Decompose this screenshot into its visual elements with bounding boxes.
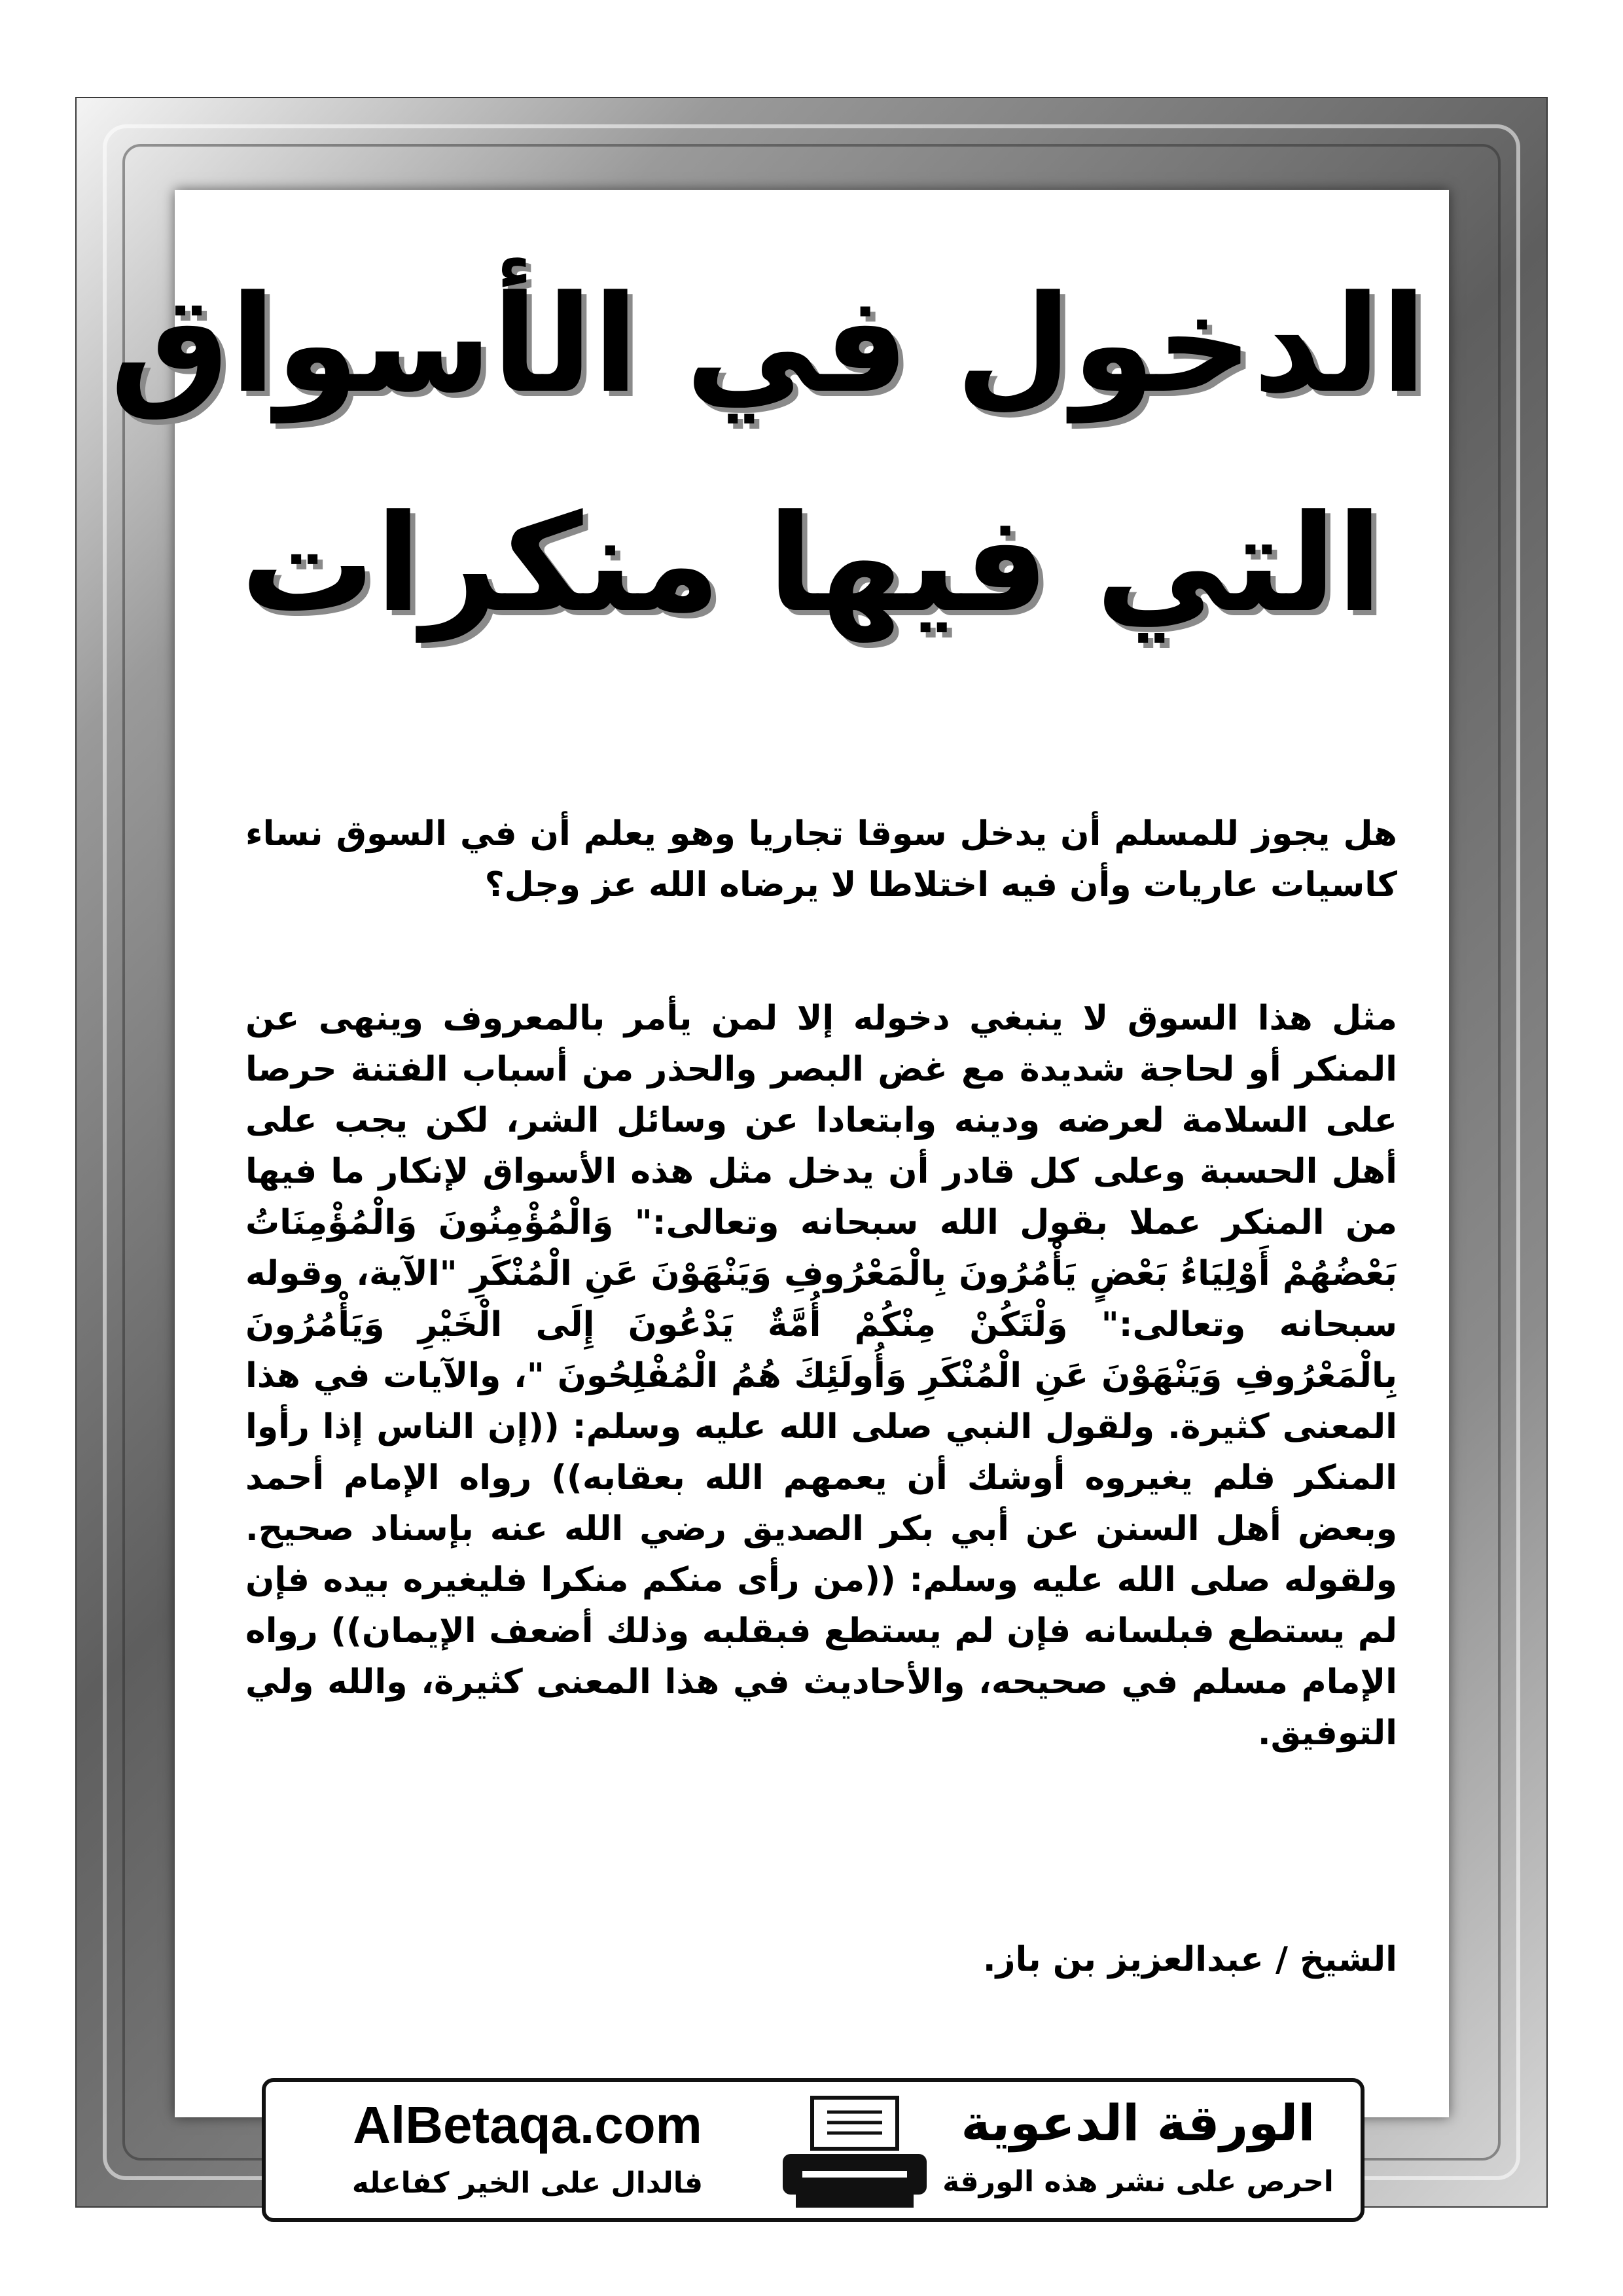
article-body: [245, 808, 1397, 1759]
footer-brand: الورقة الدعوية: [961, 2094, 1315, 2152]
footer-brand-sub: احرص على نشر هذه الورقة: [942, 2165, 1334, 2198]
footer-brand-block: [935, 2087, 1341, 2205]
printer-icon: [776, 2094, 933, 2212]
author-signature: الشيخ / عبدالعزيز بن باز.: [982, 1940, 1397, 1979]
footer-slogan: فالدال على الخير كفاعله: [351, 2166, 704, 2200]
footer-banner: [262, 2078, 1364, 2222]
question-paragraph: هل يجوز للمسلم أن يدخل سوقا تجاريا وهو يعلم أن في السوق نساء كاسيات عاريات وأن فيه اختلاطا لا يرضاه الله عز وجل؟: [245, 814, 1397, 905]
footer-website-link[interactable]: AlBetaqa.com: [353, 2096, 702, 2154]
answer-paragraph: مثل هذا السوق لا ينبغي دخوله إلا لمن يأمر بالمعروف وينهى عن المنكر أو لحاجة شديدة مع غض البصر والحذر من أسباب الفتنة حرصا على السلامة لعرضه ودينه وابتعادا عن وسائل الشر، لكن يجب على أهل الحسبة وعلى كل قادر أن يدخل مثل هذه الأسواق لإنكار ما فيها من المنكر عملا بقول الله سبحانه وتعالى:" وَالْمُؤْمِنُونَ وَالْمُؤْمِنَاتُ بَعْضُهُمْ أَوْلِيَاءُ بَعْضٍ يَأْمُرُونَ بِالْمَعْرُوفِ وَيَنْهَوْنَ عَنِ الْمُنْكَرِ "الآية، وقوله سبحانه وتعالى:" وَلْتَكُنْ مِنْكُمْ أُمَّةٌ يَدْعُونَ إِلَى الْخَيْرِ وَيَأْمُرُونَ بِالْمَعْرُوفِ وَيَنْهَوْنَ عَنِ الْمُنْكَرِ وَأُولَئِكَ هُمُ الْمُفْلِحُونَ "، والآيات في هذا المعنى كثيرة. ولقول النبي صلى الله عليه وسلم: ((إن الناس إذا رأوا المنكر فلم يغيروه أوشك أن يعمهم الله بعقابه)) رواه الإمام أحمد وبعض أهل السنن عن أبي بكر الصديق رضي الله عنه بإسناد صحيح. ولقوله صلى الله عليه وسلم: ((من رأى منكم منكرا فليغيره بيده فإن لم يستطع فبلسانه فإن لم يستطع فبقلبه وذلك أضعف الإيمان)) رواه الإمام مسلم في صحيحه، والأحاديث في هذا المعنى كثيرة، والله ولي التوفيق.: [245, 999, 1397, 1753]
title-line-2: التي فيها منكرات: [240, 486, 1383, 642]
footer-site-block: [292, 2090, 763, 2206]
page-title: [109, 236, 1427, 674]
title-line-1: الدخول في الأسواق: [109, 267, 1427, 423]
